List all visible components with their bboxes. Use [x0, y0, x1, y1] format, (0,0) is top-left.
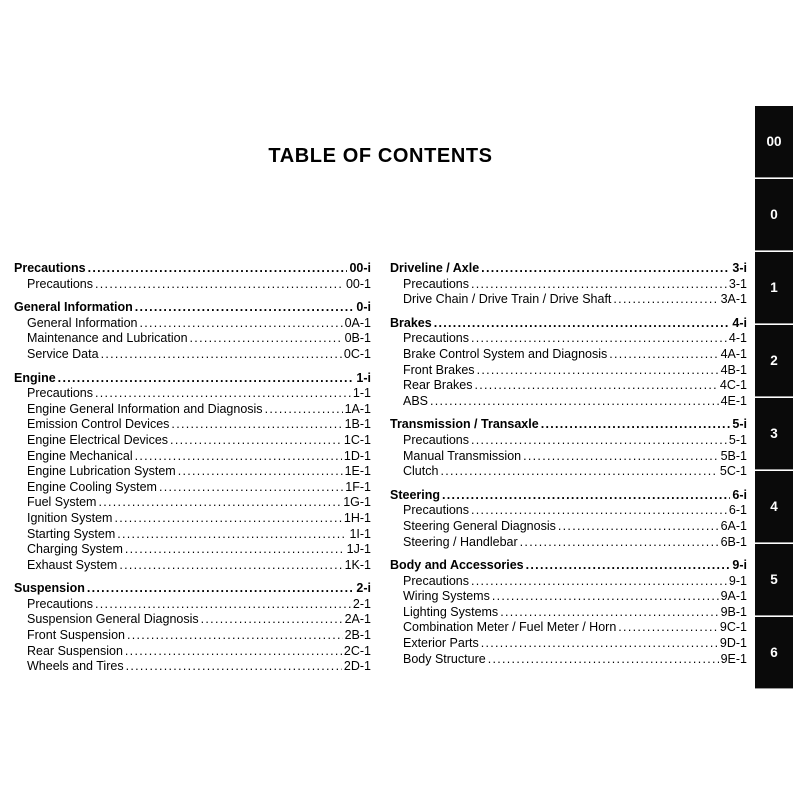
toc-section	[390, 316, 747, 410]
toc-entry-title: Charging System	[27, 542, 123, 557]
toc-entry-page: 2C-1	[343, 643, 371, 658]
toc-entry-title: Front Brakes	[403, 362, 475, 377]
toc-section-header	[390, 316, 747, 332]
dot-leader	[477, 363, 719, 379]
toc-entry-page: 6A-1	[720, 518, 747, 533]
toc-section-header	[390, 417, 747, 433]
thumb-tab-label: 5	[770, 572, 778, 587]
toc-entry-title: Rear Brakes	[403, 378, 473, 393]
toc-entry-page: 4E-1	[720, 393, 747, 408]
toc-entry-title: Combination Meter / Fuel Meter / Horn	[403, 620, 617, 635]
dot-leader	[488, 652, 719, 668]
toc-entry-title: Precautions	[27, 276, 94, 291]
toc-entry-title: Body and Accessories	[390, 558, 524, 573]
toc-entry	[390, 449, 747, 465]
toc-entry-page: 2B-1	[344, 628, 371, 643]
toc-section	[14, 581, 371, 675]
dot-leader	[125, 542, 345, 558]
toc-section	[390, 417, 747, 479]
toc-entry	[14, 449, 371, 465]
toc-entry-page: 6-1	[728, 503, 747, 518]
dot-leader	[58, 371, 355, 387]
dot-leader	[618, 620, 718, 636]
toc-entry-title: Precautions	[403, 503, 470, 518]
toc-entry-page: 9B-1	[720, 604, 747, 619]
section-thumb-tab-5	[755, 544, 793, 615]
toc-entry-title: Steering	[390, 487, 441, 502]
toc-entry	[390, 605, 747, 621]
toc-entry-title: Wiring Systems	[403, 589, 490, 604]
toc-entry	[390, 519, 747, 535]
dot-leader	[558, 519, 719, 535]
toc-entry-title: Engine Cooling System	[27, 479, 157, 494]
toc-entry	[390, 347, 747, 363]
toc-entry-page: 5-1	[728, 432, 747, 447]
toc-entry	[390, 433, 747, 449]
toc-entry-title: Brake Control System and Diagnosis	[403, 346, 608, 361]
toc-entry-title: Body Structure	[403, 651, 486, 666]
toc-entry	[14, 331, 371, 347]
section-thumb-tab-3	[755, 398, 793, 469]
toc-section	[390, 488, 747, 550]
dot-leader	[523, 449, 718, 465]
toc-entry-title: Service Data	[27, 346, 99, 361]
toc-section-header	[14, 371, 371, 387]
toc-entry-title: Transmission / Transaxle	[390, 417, 539, 432]
toc-entry	[14, 628, 371, 644]
toc-entry	[390, 464, 747, 480]
toc-section	[390, 261, 747, 308]
dot-leader	[265, 402, 343, 418]
toc-entry-page: 1I-1	[349, 526, 371, 541]
dot-leader	[481, 261, 730, 277]
toc-entry-title: Maintenance and Lubrication	[27, 331, 188, 346]
toc-entry	[14, 659, 371, 675]
toc-entry-page: 1G-1	[343, 495, 371, 510]
toc-entry-page: 4-1	[728, 331, 747, 346]
toc-entry-page: 3-i	[732, 261, 747, 275]
page-title: TABLE OF CONTENTS	[268, 145, 493, 167]
toc-entry-page: 9A-1	[720, 589, 747, 604]
toc-entry-page: 9-i	[732, 558, 747, 573]
table-of-contents	[14, 261, 747, 683]
toc-entry	[14, 402, 371, 418]
toc-entry-title: Precautions	[14, 261, 86, 275]
toc-entry-page: 1-i	[356, 370, 371, 385]
toc-section-header	[390, 558, 747, 574]
toc-section-header	[390, 488, 747, 504]
toc-entry-page: 6-i	[732, 487, 747, 502]
dot-leader	[442, 488, 730, 504]
toc-section-header	[390, 261, 747, 277]
toc-entry-page: 1K-1	[344, 557, 371, 572]
toc-entry-page: 1E-1	[344, 464, 371, 479]
toc-entry	[14, 597, 371, 613]
toc-entry	[390, 574, 747, 590]
toc-entry	[14, 558, 371, 574]
section-thumb-tab-6	[755, 617, 793, 688]
toc-entry-title: Precautions	[403, 331, 470, 346]
toc-entry-page: 2-i	[356, 581, 371, 596]
dot-leader	[434, 316, 731, 332]
toc-entry-title: Exterior Parts	[403, 636, 479, 651]
toc-entry	[390, 636, 747, 652]
toc-section-header	[14, 300, 371, 316]
toc-entry-page: 4-i	[732, 315, 747, 330]
dot-leader	[526, 558, 731, 574]
toc-entry-title: Fuel System	[27, 495, 97, 510]
toc-entry-page: 2-1	[352, 596, 371, 611]
toc-entry-page: 1C-1	[343, 432, 371, 447]
toc-section-header	[14, 261, 371, 277]
toc-entry-page: 6B-1	[720, 534, 747, 549]
toc-entry-page: 5C-1	[719, 464, 747, 479]
toc-entry-title: Precautions	[27, 386, 94, 401]
toc-entry-page: 9D-1	[719, 636, 747, 651]
toc-entry-page: 1F-1	[345, 479, 371, 494]
toc-entry	[14, 347, 371, 363]
toc-entry-title: Wheels and Tires	[27, 659, 124, 674]
dot-leader	[492, 589, 719, 605]
toc-entry	[14, 480, 371, 496]
dot-leader	[98, 495, 341, 511]
toc-entry	[14, 542, 371, 558]
dot-leader	[88, 261, 348, 277]
toc-entry-page: 4B-1	[720, 362, 747, 377]
toc-section	[14, 261, 371, 292]
toc-entry-page: 3-1	[728, 276, 747, 291]
toc-entry	[390, 589, 747, 605]
toc-entry-title: Manual Transmission	[403, 448, 522, 463]
toc-entry-title: Precautions	[403, 432, 470, 447]
toc-column-left	[14, 261, 371, 683]
dot-leader	[95, 277, 344, 293]
toc-entry	[14, 612, 371, 628]
dot-leader	[126, 659, 342, 675]
toc-entry-page: 2A-1	[344, 612, 371, 627]
section-thumb-tab-00	[755, 106, 793, 177]
toc-entry-title: Brakes	[390, 315, 432, 330]
dot-leader	[139, 316, 342, 332]
dot-leader	[95, 386, 351, 402]
toc-entry-page: 4C-1	[719, 378, 747, 393]
dot-leader	[500, 605, 718, 621]
dot-leader	[471, 503, 727, 519]
dot-leader	[127, 628, 343, 644]
toc-section	[14, 371, 371, 574]
toc-entry-page: 3A-1	[720, 292, 747, 307]
toc-entry-title: Drive Chain / Drive Train / Drive Shaft	[403, 292, 612, 307]
toc-entry-page: 5B-1	[720, 448, 747, 463]
toc-entry-title: Emission Control Devices	[27, 417, 170, 432]
dot-leader	[481, 636, 718, 652]
toc-entry-title: Rear Suspension	[27, 643, 123, 658]
toc-entry-title: Suspension General Diagnosis	[27, 612, 199, 627]
toc-section	[390, 558, 747, 667]
toc-entry	[14, 527, 371, 543]
toc-entry	[390, 292, 747, 308]
toc-entry	[390, 620, 747, 636]
dot-leader	[159, 480, 343, 496]
dot-leader	[171, 417, 342, 433]
toc-entry-page: 5-i	[732, 417, 747, 432]
toc-entry-title: Precautions	[27, 596, 94, 611]
toc-entry-page: 2D-1	[343, 659, 371, 674]
side-tab-strip	[755, 106, 793, 690]
section-thumb-tab-4	[755, 471, 793, 542]
toc-entry	[390, 331, 747, 347]
toc-entry	[390, 378, 747, 394]
dot-leader	[430, 394, 719, 410]
toc-entry-title: Engine	[14, 370, 56, 385]
toc-entry-title: General Information	[14, 300, 133, 315]
toc-entry-page: 1H-1	[343, 510, 371, 525]
toc-entry	[14, 277, 371, 293]
toc-entry	[14, 433, 371, 449]
toc-entry-page: 1-1	[352, 386, 371, 401]
toc-entry-page: 00-i	[349, 261, 371, 275]
dot-leader	[613, 292, 718, 308]
toc-entry-page: 00-1	[345, 276, 371, 291]
section-thumb-tab-2	[755, 325, 793, 396]
toc-entry	[390, 652, 747, 668]
toc-entry	[14, 464, 371, 480]
toc-entry-title: Front Suspension	[27, 628, 125, 643]
toc-entry	[14, 644, 371, 660]
toc-entry-title: Lighting Systems	[403, 604, 499, 619]
dot-leader	[95, 597, 351, 613]
dot-leader	[125, 644, 342, 660]
dot-leader	[101, 347, 342, 363]
toc-entry-title: General Information	[27, 315, 138, 330]
dot-leader	[119, 558, 342, 574]
dot-leader	[178, 464, 343, 480]
toc-section-header	[14, 581, 371, 597]
thumb-tab-label: 2	[770, 353, 778, 368]
toc-entry	[14, 417, 371, 433]
thumb-tab-label: 0	[770, 207, 778, 222]
toc-entry-title: Steering / Handlebar	[403, 534, 518, 549]
toc-entry-title: Exhaust System	[27, 557, 118, 572]
dot-leader	[117, 527, 347, 543]
dot-leader	[541, 417, 731, 433]
toc-entry-title: Engine Mechanical	[27, 448, 133, 463]
thumb-tab-label: 00	[766, 134, 782, 149]
dot-leader	[471, 331, 727, 347]
dot-leader	[114, 511, 341, 527]
toc-entry-title: ABS	[403, 393, 429, 408]
toc-entry-title: Clutch	[403, 464, 439, 479]
toc-entry-title: Ignition System	[27, 510, 113, 525]
toc-entry-page: 4A-1	[720, 346, 747, 361]
dot-leader	[190, 331, 343, 347]
dot-leader	[87, 581, 355, 597]
toc-entry-page: 0-i	[356, 300, 371, 315]
toc-entry-page: 1B-1	[344, 417, 371, 432]
toc-entry-title: Driveline / Axle	[390, 261, 480, 275]
toc-entry-page: 1J-1	[346, 542, 371, 557]
section-thumb-tab-0	[755, 179, 793, 250]
toc-entry-page: 0A-1	[344, 315, 371, 330]
dot-leader	[440, 464, 717, 480]
toc-entry-page: 9C-1	[719, 620, 747, 635]
toc-section	[14, 300, 371, 362]
thumb-tab-label: 4	[770, 499, 778, 514]
thumb-tab-label: 3	[770, 426, 778, 441]
toc-entry-title: Engine Electrical Devices	[27, 432, 169, 447]
toc-entry	[390, 394, 747, 410]
toc-entry-title: Precautions	[403, 573, 470, 588]
toc-entry	[14, 386, 371, 402]
toc-entry	[390, 535, 747, 551]
toc-entry-page: 9E-1	[720, 651, 747, 666]
toc-entry-title: Engine Lubrication System	[27, 464, 176, 479]
toc-entry-title: Precautions	[403, 276, 470, 291]
toc-entry-page: 9-1	[728, 573, 747, 588]
toc-entry	[390, 277, 747, 293]
dot-leader	[471, 574, 727, 590]
toc-entry-page: 0B-1	[344, 331, 371, 346]
toc-entry	[14, 511, 371, 527]
toc-column-right	[390, 261, 747, 683]
toc-entry-title: Engine General Information and Diagnosis	[27, 401, 263, 416]
toc-entry-title: Suspension	[14, 581, 85, 596]
dot-leader	[170, 433, 342, 449]
dot-leader	[520, 535, 719, 551]
dot-leader	[135, 449, 342, 465]
toc-entry-page: 1D-1	[343, 448, 371, 463]
toc-entry	[14, 316, 371, 332]
dot-leader	[201, 612, 343, 628]
section-thumb-tab-1	[755, 252, 793, 323]
toc-entry	[390, 363, 747, 379]
dot-leader	[135, 300, 355, 316]
dot-leader	[609, 347, 718, 363]
dot-leader	[474, 378, 717, 394]
toc-entry	[390, 503, 747, 519]
dot-leader	[471, 433, 727, 449]
thumb-tab-label: 6	[770, 645, 778, 660]
toc-entry-title: Starting System	[27, 526, 116, 541]
toc-entry-page: 1A-1	[344, 401, 371, 416]
toc-entry-title: Steering General Diagnosis	[403, 518, 556, 533]
toc-entry-page: 0C-1	[343, 346, 371, 361]
toc-entry	[14, 495, 371, 511]
dot-leader	[471, 277, 727, 293]
thumb-tab-label: 1	[770, 280, 778, 295]
